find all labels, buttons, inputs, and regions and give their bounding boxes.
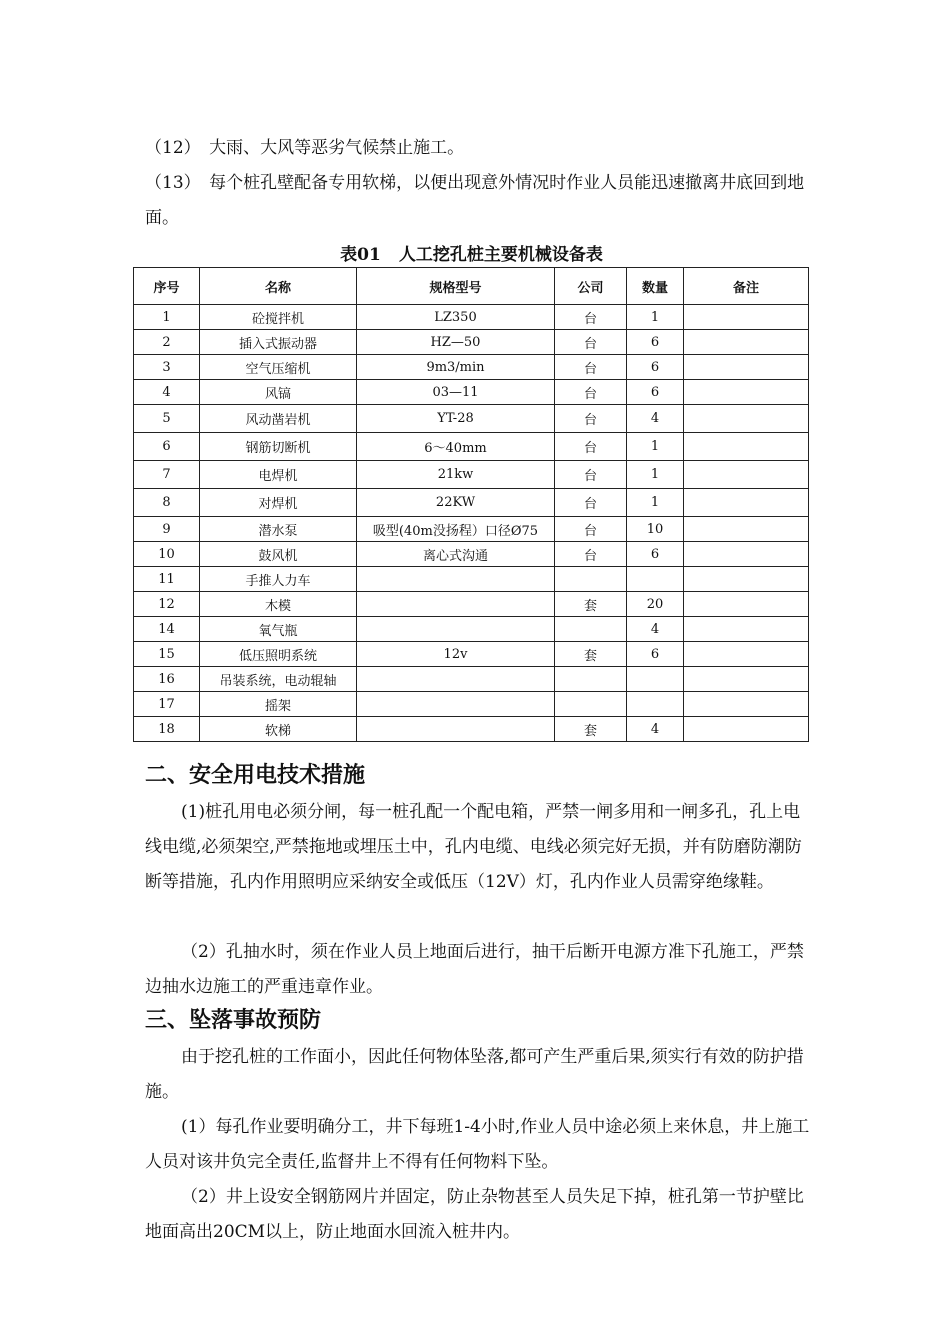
- header-cell: 备注: [684, 268, 809, 305]
- table-cell: [555, 692, 627, 717]
- table-cell: 16: [134, 667, 200, 692]
- table-cell: [555, 567, 627, 592]
- table-cell: [684, 330, 809, 355]
- table-cell: [357, 567, 555, 592]
- table-row: [134, 592, 809, 617]
- table-cell: [684, 489, 809, 517]
- table-cell: 台: [555, 330, 627, 355]
- table-cell: [684, 380, 809, 405]
- table-cell: 2: [134, 330, 200, 355]
- table-cell: 台: [555, 517, 627, 542]
- table-cell: 台: [555, 433, 627, 461]
- table-cell: 4: [627, 405, 684, 433]
- table-row: [134, 380, 809, 405]
- table-cell: 套: [555, 592, 627, 617]
- table-cell: 台: [555, 461, 627, 489]
- table-cell: HZ—50: [357, 330, 555, 355]
- table-cell: 1: [627, 489, 684, 517]
- table-cell: [684, 461, 809, 489]
- section-3-paragraph-3: （2）井上设安全钢筋网片并固定，防止杂物甚至人员失足下掉，桩孔第一节护壁比地面高出20CM以上，防止地面水回流入桩井内。: [145, 1187, 804, 1242]
- section-3-paragraph-1: 由于挖孔桩的工作面小，因此任何物体坠落,都可产生严重后果,须实行有效的防护措施。: [145, 1047, 804, 1102]
- table-cell: 离心式沟通: [357, 542, 555, 567]
- table-cell: 6: [627, 330, 684, 355]
- table-cell: [357, 592, 555, 617]
- table-cell: [684, 717, 809, 742]
- table-cell: 3: [134, 355, 200, 380]
- table-cell: 风镐: [200, 380, 357, 405]
- table-row: [134, 717, 809, 742]
- table-title: 人工挖孔桩主要机械设备表: [398, 245, 603, 265]
- table-cell: LZ350: [357, 305, 555, 330]
- table-row: [134, 567, 809, 592]
- table-cell: YT-28: [357, 405, 555, 433]
- table-cell: 17: [134, 692, 200, 717]
- table-cell: 5: [134, 405, 200, 433]
- table-cell: 6: [627, 642, 684, 667]
- table-cell: 1: [627, 305, 684, 330]
- table-cell: 4: [627, 617, 684, 642]
- table-cell: 氧气瓶: [200, 617, 357, 642]
- table-cell: 台: [555, 405, 627, 433]
- table-cell: 台: [555, 380, 627, 405]
- table-cell: [684, 592, 809, 617]
- table-row: [134, 642, 809, 667]
- table-cell: 对焊机: [200, 489, 357, 517]
- section-2-paragraph-1: (1)桩孔用电必须分闸，每一桩孔配一个配电箱，严禁一闸多用和一闸多孔，孔上电线电缆,必须架空,严禁拖地或埋压土中，孔内电缆、电线必须完好无损，并有防磨防潮防断等措施，孔内作用照明应采纳安全或低压（12V）灯，孔内作业人员需穿绝缘鞋。: [145, 802, 802, 892]
- section-2-paragraph-2: （2）孔抽水时，须在作业人员上地面后进行，抽干后断开电源方准下孔施工，严禁边抽水边施工的严重违章作业。: [145, 942, 804, 997]
- table-caption: [135, 240, 808, 265]
- table-row: [134, 433, 809, 461]
- table-row: [134, 355, 809, 380]
- table-cell: 吊装系统，电动辊轴: [200, 667, 357, 692]
- header-cell: 序号: [134, 268, 200, 305]
- table-cell: [357, 617, 555, 642]
- table-cell: 11: [134, 567, 200, 592]
- table-cell: 4: [627, 717, 684, 742]
- table-cell: [357, 667, 555, 692]
- table-row: [134, 305, 809, 330]
- table-cell: [684, 405, 809, 433]
- table-row: [134, 617, 809, 642]
- table-cell: 吸型(40m没扬程）口径Ø75: [357, 517, 555, 542]
- table-cell: 20: [627, 592, 684, 617]
- table-cell: 7: [134, 461, 200, 489]
- table-cell: [357, 717, 555, 742]
- table-cell: 台: [555, 305, 627, 330]
- table-cell: [684, 433, 809, 461]
- table-cell: 台: [555, 542, 627, 567]
- table-cell: 10: [134, 542, 200, 567]
- table-cell: 风动凿岩机: [200, 405, 357, 433]
- table-header-row: [134, 268, 809, 305]
- table-cell: [684, 542, 809, 567]
- table-cell: 鼓风机: [200, 542, 357, 567]
- table-cell: 手推人力车: [200, 567, 357, 592]
- table-cell: [684, 355, 809, 380]
- table-row: [134, 692, 809, 717]
- table-cell: 9: [134, 517, 200, 542]
- header-cell: 公司: [555, 268, 627, 305]
- table-cell: [627, 692, 684, 717]
- table-cell: [684, 567, 809, 592]
- table-cell: [684, 617, 809, 642]
- table-cell: 10: [627, 517, 684, 542]
- header-cell: 数量: [627, 268, 684, 305]
- table-cell: 木模: [200, 592, 357, 617]
- table-cell: 1: [134, 305, 200, 330]
- table-cell: 软梯: [200, 717, 357, 742]
- table-cell: 套: [555, 642, 627, 667]
- table-row: [134, 489, 809, 517]
- table-cell: 4: [134, 380, 200, 405]
- table-cell: 6: [627, 380, 684, 405]
- table-cell: 台: [555, 489, 627, 517]
- table-cell: 9m3/min: [357, 355, 555, 380]
- table-cell: 6: [627, 355, 684, 380]
- table-cell: 砼搅拌机: [200, 305, 357, 330]
- table-cell: 6: [134, 433, 200, 461]
- table-cell: [627, 567, 684, 592]
- table-cell: 套: [555, 717, 627, 742]
- table-cell: 摇架: [200, 692, 357, 717]
- table-cell: [684, 305, 809, 330]
- table-cell: [555, 617, 627, 642]
- intro-item-13: （13） 每个桩孔壁配备专用软梯，以便出现意外情况时作业人员能迅速撤离井底回到地面。: [145, 173, 805, 228]
- table-cell: 8: [134, 489, 200, 517]
- table-cell: 14: [134, 617, 200, 642]
- table-cell: 18: [134, 717, 200, 742]
- table-cell: [684, 667, 809, 692]
- table-row: [134, 667, 809, 692]
- table-cell: [684, 517, 809, 542]
- table-cell: [555, 667, 627, 692]
- table-cell: 钢筋切断机: [200, 433, 357, 461]
- table-cell: 22KW: [357, 489, 555, 517]
- section-2-heading: 二、安全用电技术措施: [145, 763, 366, 788]
- table-cell: 潜水泵: [200, 517, 357, 542]
- header-cell: 规格型号: [357, 268, 555, 305]
- section-3-paragraph-2: (1）每孔作业要明确分工，井下每班1-4小时,作业人员中途必须上来休息，井上施工人员对该井负完全责任,监督井上不得有任何物料下坠。: [145, 1117, 810, 1172]
- table-cell: 空气压缩机: [200, 355, 357, 380]
- table-row: [134, 542, 809, 567]
- table-cell: 12: [134, 592, 200, 617]
- section-3-heading: 三、坠落事故预防: [145, 1008, 322, 1033]
- table-row: [134, 461, 809, 489]
- table-cell: [357, 692, 555, 717]
- header-cell: 名称: [200, 268, 357, 305]
- table-cell: 12v: [357, 642, 555, 667]
- table-cell: 6: [627, 542, 684, 567]
- table-row: [134, 330, 809, 355]
- table-cell: 台: [555, 355, 627, 380]
- table-cell: 插入式振动器: [200, 330, 357, 355]
- table-cell: [684, 642, 809, 667]
- equipment-table: [133, 267, 809, 742]
- table-cell: 1: [627, 433, 684, 461]
- table-cell: 1: [627, 461, 684, 489]
- table-row: [134, 517, 809, 542]
- table-number: 表01: [340, 245, 381, 265]
- table-cell: 6～40mm: [357, 433, 555, 461]
- table-cell: 21kw: [357, 461, 555, 489]
- table-cell: 15: [134, 642, 200, 667]
- table-cell: 低压照明系统: [200, 642, 357, 667]
- table-cell: [684, 692, 809, 717]
- table-cell: 03—11: [357, 380, 555, 405]
- table-cell: 电焊机: [200, 461, 357, 489]
- intro-item-12: （12） 大雨、大风等恶劣气候禁止施工。: [145, 138, 465, 158]
- table-row: [134, 405, 809, 433]
- table-cell: [627, 667, 684, 692]
